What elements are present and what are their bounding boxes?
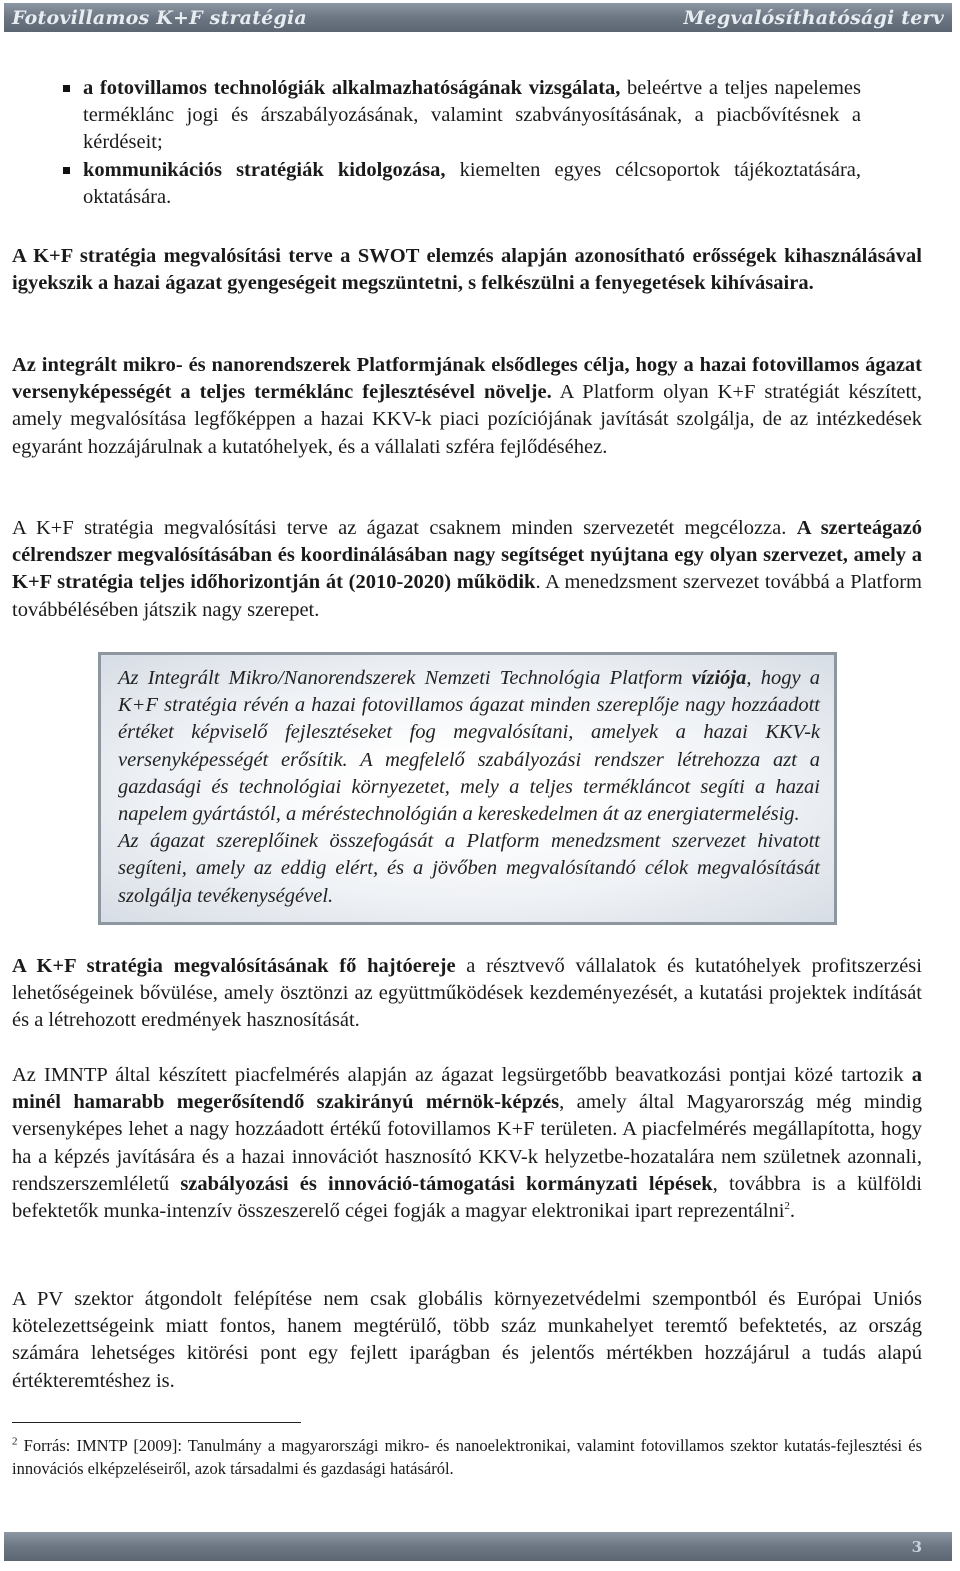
page-footer bbox=[4, 1532, 952, 1561]
paragraph-bold-text: Az integrált mikro- és nanorendszerek Platformjának elsődleges célja, hogy a hazai fotovillamos ágazat versenyképességét a teljes terméklánc fejlesztésével növelje. bbox=[12, 354, 922, 404]
vision-bold-text: víziója bbox=[691, 667, 747, 689]
page-header bbox=[4, 3, 952, 32]
paragraph-platform-goal bbox=[12, 352, 922, 461]
footnote-reference[interactable]: 2 bbox=[784, 1200, 790, 1213]
footnote-divider bbox=[12, 1422, 301, 1423]
footnote-text: Forrás: IMNTP [2009]: Tanulmány a magyarországi mikro- és nanoelektronikai, valamint fotovillamos szektor kutatás-fejlesztési és innovációs elképzeléseiről, azok társadalmi és gazdasági hatásáról. bbox=[12, 1436, 922, 1478]
paragraph-text: Az IMNTP által készített piacfelmérés alapján az ágazat legsürgetőbb beavatkozási pontjai közé tartozik bbox=[12, 1064, 912, 1086]
paragraph-bold-text: szabályozási és innováció-támogatási kormányzati lépések bbox=[180, 1172, 713, 1195]
paragraph-bold-text: A K+F stratégia megvalósításának fő hajtóereje bbox=[12, 955, 456, 977]
vision-text: Az ágazat szereplőinek összefogását a Platform menedzsment szervezet hivatott segíteni, amely az eddig elért, és a jövőben megvalósítandó célok megvalósítását szolgálja tevékenységével. bbox=[118, 830, 820, 907]
vision-box bbox=[98, 652, 837, 925]
paragraph-text: . bbox=[789, 1200, 796, 1223]
list-item bbox=[62, 75, 861, 157]
bullet-square-icon bbox=[63, 85, 70, 92]
paragraph-text: A K+F stratégia megvalósítási terve az ágazat csaknem minden szervezetét megcélozza. bbox=[12, 517, 797, 539]
paragraph-bold-text: a minél hamarabb megerősítendő szakirányú mérnök-képzés bbox=[12, 1064, 922, 1114]
paragraph-text: , amely által Magyarország még mindig versenyképes lehet a nagy hozzáadott értékű fotovillamos K+F területen. A piacfelmérés megállapította, hogy ha a képzés javítására és a hazai innovációt hasznosító KKV-k helyzetbe-hozatalára nem születnek azonnali, rendszerszemléletű bbox=[12, 1091, 922, 1195]
vision-text: Az Integrált Mikro/Nanorendszerek Nemzeti Technológia Platform bbox=[118, 667, 692, 689]
footnote-mark: 2 bbox=[12, 1435, 18, 1448]
bullet-list bbox=[62, 75, 861, 211]
paragraph-text: , továbbra is a külföldi befektetők munka-intenzív összeszerelő cégei fogják a magyar elektronikai ipart reprezentálni bbox=[12, 1172, 923, 1223]
header-left-title: Fotovillamos K+F stratégia bbox=[12, 6, 307, 29]
bullet-text: kiemelten egyes célcsoportok tájékoztatására, oktatására. bbox=[83, 158, 861, 208]
paragraph-management bbox=[12, 515, 922, 624]
paragraph-text: A Platform olyan K+F stratégiát készített, amely megvalósítása legfőképpen a hazai KKV-k piaci pozíciójának javítását szolgálja, de az intézkedések egyaránt hozzájárulnak a kutatóhelyek, és a vállalati szféra fejlődéséhez. bbox=[12, 381, 922, 458]
bullet-bold-text: a fotovillamos technológiák alkalmazhatóságának vizsgálata, bbox=[83, 77, 621, 99]
paragraph-bold-text: A K+F stratégia megvalósítási terve a SWOT elemzés alapján azonosítható erősségek kihasználásával igyekszik a hazai ágazat gyengeségeit megszüntetni, s felkészülni a fenyegetések kihívásaira. bbox=[12, 245, 922, 295]
paragraph-pv-sector bbox=[12, 1286, 922, 1395]
header-right-title: Megvalósíthatósági terv bbox=[683, 6, 944, 29]
bullet-bold-text: kommunikációs stratégiák kidolgozása, bbox=[83, 158, 446, 181]
bullet-square-icon bbox=[63, 167, 70, 174]
paragraph-swot bbox=[12, 243, 922, 297]
list-item bbox=[62, 157, 861, 211]
footnote bbox=[12, 1434, 922, 1480]
paragraph-text: A PV szektor átgondolt felépítése nem csak globális környezetvédelmi szempontból és Európai Uniós kötelezettségeink miatt fontos, hanem megtérülő, több száz munkahelyet teremtő befektetés, az ország számára lehetséges kitörési pont egy fejlett iparágban és jelentős mértékben hozzájárul a tudás alapú értékteremtéshez is. bbox=[12, 1288, 922, 1392]
page-number: 3 bbox=[911, 1537, 922, 1556]
bullet-text: beleértve a teljes napelemes terméklánc jogi és árszabályozásának, valamint szabványosításának, a piacbővítésnek a kérdéseit; bbox=[83, 77, 861, 154]
paragraph-driving-force bbox=[12, 953, 922, 1035]
vision-text: , hogy a K+F stratégia révén a hazai fotovillamos ágazat minden szereplője nagy hozzáadott értéket képviselő fejlesztéseket fog megvalósítani, amelyek a hazai KKV-k versenyképességét erősítik. A megfelelő szabályozási rendszer létrehozza azt a gazdasági és technológiai környezetet, mely a teljes termékláncot segíti a hazai napelem gyártástól, a méréstechnológián a kereskedelmen át az energiatermelésig. bbox=[118, 667, 820, 826]
paragraph-market-survey bbox=[12, 1062, 922, 1225]
paragraph-text: a résztvevő vállalatok és kutatóhelyek profitszerzési lehetőségeinek bővülése, amely ösztönzi az együttműködések kezdeményezését, a kutatási projektek indítását és a létrehozott eredmények hasznosítását. bbox=[12, 955, 922, 1032]
paragraph-bold-text: A szerteágazó célrendszer megvalósításában és koordinálásában nagy segítséget nyújtana egy olyan szervezet, amely a K+F stratégia teljes időhorizontján át (2010-2020) működik bbox=[12, 517, 922, 594]
paragraph-text: . A menedzsment szervezet továbbá a Platform továbbélésében játszik nagy szerepet. bbox=[12, 571, 923, 621]
